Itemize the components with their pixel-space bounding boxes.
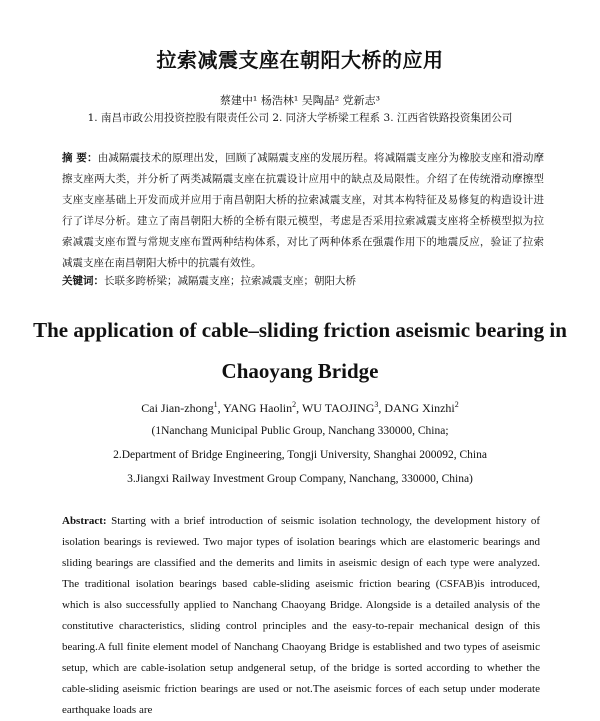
chinese-abstract-text: 由减隔震技术的原理出发，回顾了减隔震支座的发展历程。将减隔震支座分为橡胶支座和滑动摩擦支座两大类，并分析了两类减隔震支座在抗震设计应用中的缺点及局限性。介绍了在传统滑动摩擦型支座支座基础上开发而成并应用于南昌朝阳大桥的拉索减震支座，对其本构特征及易修复的构造设计进行了详尽分析。建立了南昌朝阳大桥的全桥有限元模型，考虑是否采用拉索减震支座将全桥模型拟为拉索减震支座布置与常规支座布置两种结构体系，对比了两种体系在强震作用下的地震反应，验证了拉索减震支座在南昌朝阳大桥中的抗震有效性。: [62, 152, 545, 269]
chinese-authors: 蔡建中¹ 杨浩林¹ 吴陶晶² 党新志³: [219, 94, 381, 107]
english-title-line-2: Chaoyang Bridge: [221, 359, 379, 383]
author-sep: ,: [296, 401, 302, 415]
author-sep: ,: [378, 401, 385, 415]
chinese-affiliations: 1. 南昌市政公用投资控股有限责任公司 2. 同济大学桥梁工程系 3. 江西省铁路投资集团公司: [87, 112, 513, 124]
chinese-abstract: [62, 148, 544, 274]
english-title-line-1: The application of cable–sliding friction aseismic bearing in: [33, 318, 567, 342]
chinese-abstract-label: 摘 要：: [62, 152, 98, 164]
author-name: YANG Haolin: [223, 401, 293, 415]
english-affiliation-2: 2.Department of Bridge Engineering, Tongji University, Shanghai 200092, China: [113, 449, 487, 461]
author-name: Cai Jian-zhong: [141, 401, 214, 415]
english-affiliation-3: 3.Jiangxi Railway Investment Group Company, Nanchang, 330000, China): [127, 473, 473, 485]
english-abstract: [62, 511, 540, 721]
author-name: WU TAOJING: [301, 401, 375, 415]
english-abstract-text: Starting with a brief introduction of seismic isolation technology, the development history of isolation bearings is reviewed. Two major types of isolation bearings which are elastomeric bearings and sliding bearings are classified and the demerits and limits in aseismic design of each type were analyzed. The traditional isolation bearings based cable-sliding aseismic friction bearing (CSFAB)is introduced, which is also successfully applied to Nanchang Chaoyang Bridge. Alongside is a detailed analysis of the constitutive characteristics, sliding control principles and the easy-to-repair mechanical design of this bearing.A full finite element model of Nanchang Chaoyang Bridge is established and two types of aseismic setup, which are cable-isolation setup andgeneral setup, of the bridge is sorted according to whether the cable-sliding aseismic friction bearings are used or not.The aseismic forces of each setup under moderate earthquake loads are: [62, 515, 540, 716]
author-sep: ,: [217, 401, 224, 415]
author-sup: 2: [292, 400, 297, 409]
author-name: DANG Xinzhi: [384, 401, 455, 415]
english-abstract-label: Abstract:: [62, 515, 107, 527]
english-authors: [0, 400, 600, 416]
author-sup: 1: [213, 400, 218, 409]
author-sup: 3: [374, 400, 379, 409]
chinese-keywords-label: 关键词：: [62, 275, 104, 287]
chinese-title: 拉索减震支座在朝阳大桥的应用: [156, 48, 444, 72]
chinese-keywords: [62, 273, 544, 288]
english-affiliation-1: (1Nanchang Municipal Public Group, Nanchang 330000, China;: [151, 425, 449, 437]
author-sup: 2: [454, 400, 459, 409]
chinese-keywords-text: 长联多跨桥梁；减隔震支座；拉索减震支座；朝阳大桥: [104, 275, 356, 287]
